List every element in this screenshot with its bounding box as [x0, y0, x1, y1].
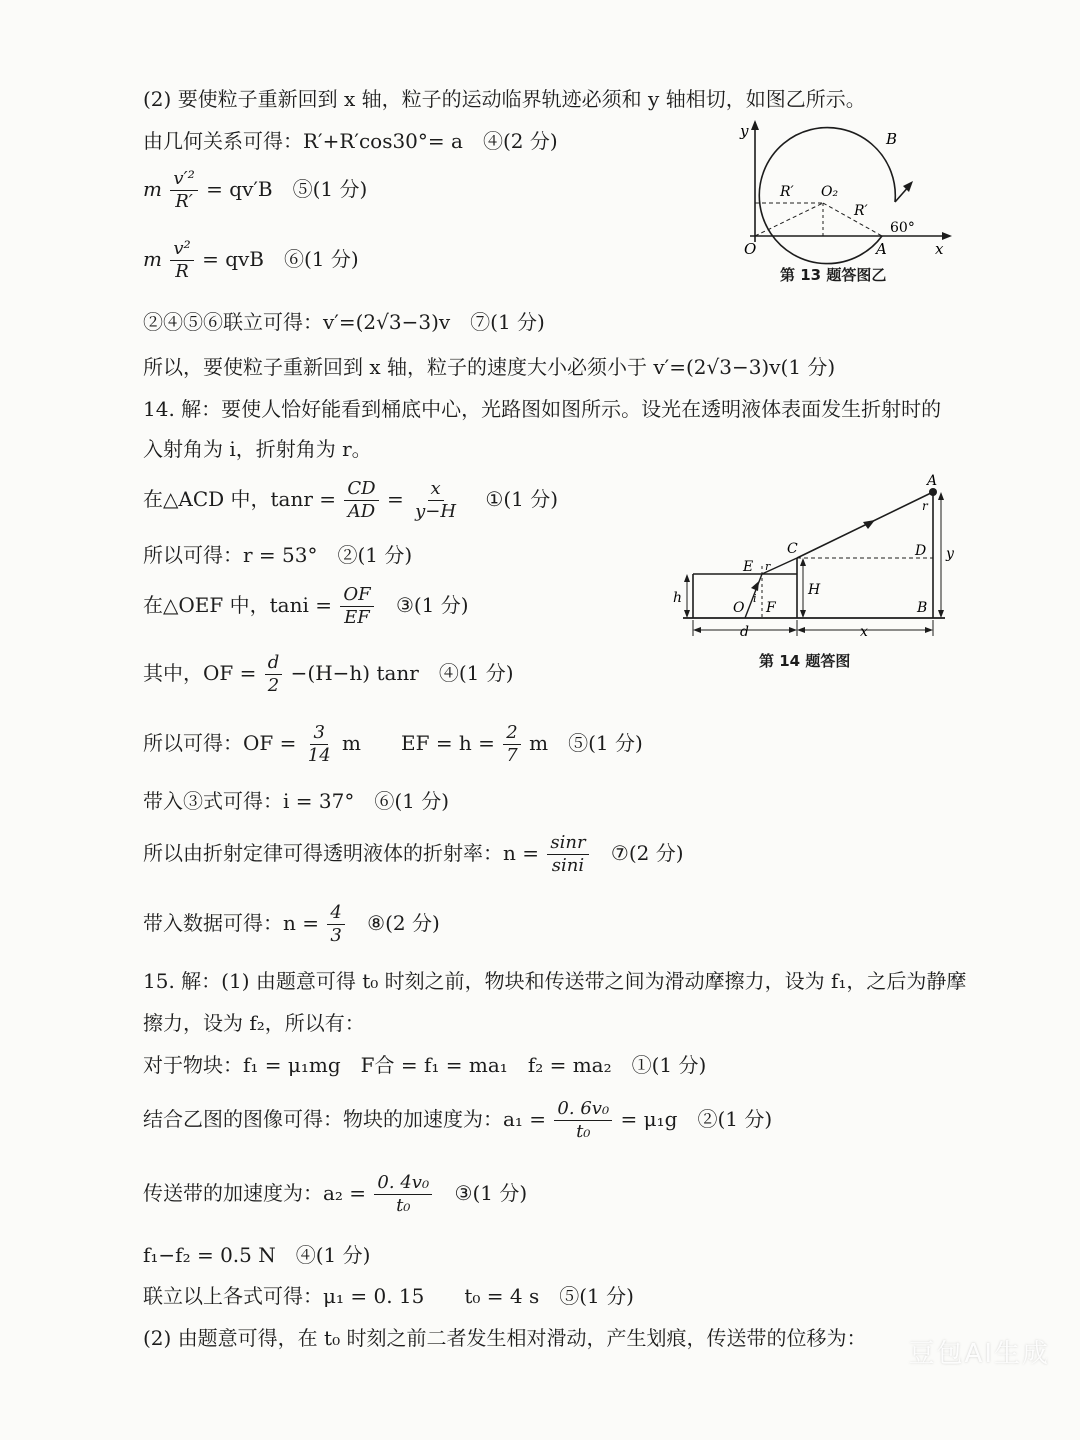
p14-eq7-post: ⑦(2 分) — [610, 841, 684, 865]
fig14-dim-hs-arrow1 — [684, 574, 690, 582]
p14-eq7-frac — [547, 832, 588, 877]
p14-eq1 — [143, 478, 558, 523]
p14-eq1-d2: y−H — [415, 501, 457, 522]
p15-eq3-pre: 传送带的加速度为：a₂ = — [143, 1181, 367, 1205]
p13-eq5 — [143, 168, 367, 213]
figure-14-svg — [665, 470, 965, 676]
fig14-label-r-small: r — [765, 560, 771, 573]
fig14-label-d: D — [915, 543, 927, 559]
fig14-label-a: A — [927, 473, 938, 489]
fig14-ray-arrow — [863, 520, 875, 529]
p14-eq1-post: ①(1 分) — [485, 487, 559, 511]
eq6-num: v² — [170, 238, 193, 261]
p14-eq4-post: −(H−h) tanr ④(1 分) — [290, 661, 514, 685]
p14-eq2: 所以可得：r = 53° ②(1 分) — [143, 543, 413, 567]
p14-eq8-pre: 带入数据可得：n = — [143, 911, 319, 935]
p14-head1: 14. 解：要使人恰好能看到桶底中心，光路图如图所示。设光在透明液体表面发生折射时的 — [143, 397, 942, 421]
p15-eq3-n: 0. 4v₀ — [374, 1172, 432, 1195]
fig14-label-f: F — [766, 600, 776, 616]
p14-eq5-pre: 所以可得：OF = — [143, 731, 297, 755]
p14-eq3-d: EF — [344, 607, 370, 628]
p13-line5: ②④⑤⑥联立可得：v′=(2√3−3)v ⑦(1 分) — [143, 310, 545, 334]
p15-head2: 擦力，设为 f₂，所以有： — [143, 1011, 365, 1035]
p14-eq1-d1: AD — [347, 501, 376, 522]
p14-eq4-n: d — [265, 652, 283, 675]
fig14-dim-h-arrow2 — [800, 610, 806, 618]
p15-eq2-frac — [554, 1098, 612, 1143]
p14-eq3 — [143, 584, 469, 629]
p14-eq1-pre: 在△ACD 中，tanr = — [143, 487, 337, 511]
watermark: 豆包AI生成 — [908, 1339, 1050, 1369]
fig13-label-y: y — [740, 122, 749, 140]
p14-eq8-post: ⑧(2 分) — [367, 911, 440, 935]
p15-eq1: 对于物块：f₁ = μ₁mg F合 = f₁ = ma₁ f₂ = ma₂ ①(1 分) — [143, 1053, 707, 1077]
p13-eq6 — [143, 238, 359, 283]
p15-eq6: (2) 由题意可得，在 t₀ 时刻之前二者发生相对滑动，产生划痕，传送带的位移为： — [143, 1326, 867, 1350]
fig13-line-o — [755, 203, 823, 236]
fig14-dim-h-arrow1 — [800, 558, 806, 566]
fig14-label-h-small: h — [673, 590, 683, 606]
fig14-label-b: B — [917, 600, 928, 616]
fig13-label-r2: R′ — [854, 203, 868, 219]
p14-head2: 入射角为 i，折射角为 r。 — [143, 437, 372, 461]
p14-eq4-frac — [265, 652, 283, 697]
fig14-label-h-big: H — [808, 582, 821, 598]
p15-eq3-post: ③(1 分) — [454, 1181, 528, 1205]
p15-eq2-pre: 结合乙图的图像可得：物块的加速度为：a₁ = — [143, 1107, 547, 1131]
p14-eq7-pre: 所以由折射定律可得透明液体的折射率：n = — [143, 841, 539, 865]
fig14-label-o: O — [733, 600, 745, 616]
p14-eq5-frac2 — [503, 722, 520, 767]
p14-eq5-mid: m EF = h = — [342, 731, 495, 755]
p15-eq2 — [143, 1098, 772, 1143]
eq5-rest: = qv′B ⑤(1 分) — [206, 177, 368, 201]
p13-line6: 所以，要使粒子重新回到 x 轴，粒子的速度大小必须小于 v′=(2√3−3)v(1 分) — [143, 355, 836, 379]
fig14-label-y: y — [946, 546, 954, 562]
p15-eq4: f₁−f₂ = 0.5 N ④(1 分) — [143, 1243, 371, 1267]
p14-eq1-eq: = — [386, 487, 404, 511]
fig14-dim-y-arrow2 — [938, 610, 944, 618]
p14-eq5 — [143, 722, 643, 767]
p14-eq3-post: ③(1 分) — [395, 593, 469, 617]
fig14-label-dim-d: d — [740, 624, 749, 640]
fig13-label-a: A — [876, 240, 887, 258]
p15-eq3 — [143, 1172, 527, 1217]
p14-eq8-n: 4 — [327, 902, 344, 925]
p14-eq3-frac — [340, 584, 373, 629]
p14-eq4-d: 2 — [267, 675, 280, 696]
fig13-y-arrow — [751, 120, 759, 130]
p15-head1: 15. 解：(1) 由题意可得 t₀ 时刻之前，物块和传送带之间为滑动摩擦力，设为 f₁，之后为静摩 — [143, 969, 967, 993]
fig14-dim-d-arrow2 — [789, 627, 797, 633]
fig14-label-e: E — [743, 559, 754, 575]
fig13-label-x: x — [935, 240, 944, 258]
fig13-label-r1: R′ — [780, 184, 794, 200]
eq6-rest: = qvB ⑥(1 分) — [202, 247, 359, 271]
p14-eq7 — [143, 832, 684, 877]
p14-eq1-frac1 — [344, 478, 378, 523]
eq5-frac — [170, 168, 197, 213]
p13-line1: (2) 要使粒子重新回到 x 轴，粒子的运动临界轨迹必须和 y 轴相切，如图乙所示。 — [143, 87, 866, 111]
p15-eq3-d: t₀ — [396, 1195, 411, 1216]
fig14-dim-x-arrow1 — [797, 627, 805, 633]
fig13-label-o2: O₂ — [821, 184, 839, 200]
fig14-ray-in-arrow — [751, 581, 759, 591]
p15-eq2-d: t₀ — [576, 1121, 591, 1142]
p14-eq7-d: sini — [551, 855, 585, 876]
p14-eq4 — [143, 652, 514, 697]
eq5-den: R′ — [175, 191, 193, 212]
p14-eq5-d2: 7 — [506, 745, 518, 766]
fig13-label-b: B — [886, 130, 898, 148]
p14-eq4-pre: 其中，OF = — [143, 661, 257, 685]
p14-eq3-n: OF — [340, 584, 373, 607]
fig14-ray-out — [797, 492, 933, 558]
p14-eq8-frac — [327, 902, 344, 947]
fig13-radius-2 — [823, 203, 882, 236]
p15-eq2-n: 0. 6v₀ — [554, 1098, 612, 1121]
fig14-label-r-top: r — [922, 499, 928, 513]
p14-eq7-n: sinr — [547, 832, 588, 855]
fig13-x-arrow — [942, 232, 952, 240]
p14-eq5-n1: 3 — [310, 722, 327, 745]
p15-eq3-frac — [374, 1172, 432, 1217]
p14-eq1-n2: x — [428, 478, 444, 501]
p14-eq1-frac2 — [412, 478, 459, 523]
p14-eq5-frac1 — [305, 722, 334, 767]
eq5-m: m — [143, 177, 162, 201]
p14-eq5-post: m ⑤(1 分) — [529, 731, 643, 755]
fig13-label-o: O — [744, 240, 757, 258]
p14-eq8 — [143, 902, 440, 947]
eq6-den: R — [175, 261, 189, 282]
p14-eq6: 带入③式可得：i = 37° ⑥(1 分) — [143, 789, 450, 813]
fig14-label-c: C — [787, 541, 798, 557]
p14-eq1-n1: CD — [344, 478, 378, 501]
p13-line2: 由几何关系可得：R′+R′cos30°= a ④(2 分) — [143, 129, 558, 153]
p15-eq5: 联立以上各式可得：μ₁ = 0. 15 t₀ = 4 s ⑤(1 分) — [143, 1284, 634, 1308]
fig14-label-dim-x: x — [860, 624, 868, 640]
fig14-dim-x-arrow2 — [925, 627, 933, 633]
fig14-dim-y-arrow1 — [938, 492, 944, 500]
figure-14-caption: 第 14 题答图 — [759, 652, 851, 670]
eq6-m: m — [143, 247, 162, 271]
fig13-label-angle: 60° — [890, 220, 915, 236]
p14-eq5-d1: 14 — [307, 745, 331, 766]
figure-14 — [665, 470, 965, 676]
eq6-frac — [170, 238, 193, 283]
p15-eq2-post: = μ₁g ②(1 分) — [620, 1107, 773, 1131]
figure-13-caption: 第 13 题答图乙 — [780, 266, 887, 284]
eq5-num: v′² — [170, 168, 197, 191]
p14-eq8-d: 3 — [330, 925, 342, 946]
p14-eq3-pre: 在△OEF 中，tani = — [143, 593, 332, 617]
fig14-dim-d-arrow1 — [693, 627, 701, 633]
fig14-point-a — [929, 488, 937, 496]
p14-eq5-n2: 2 — [503, 722, 520, 745]
fig14-label-i: i — [753, 592, 757, 605]
fig14-dim-hs-arrow2 — [684, 610, 690, 618]
figure-13 — [730, 118, 960, 293]
